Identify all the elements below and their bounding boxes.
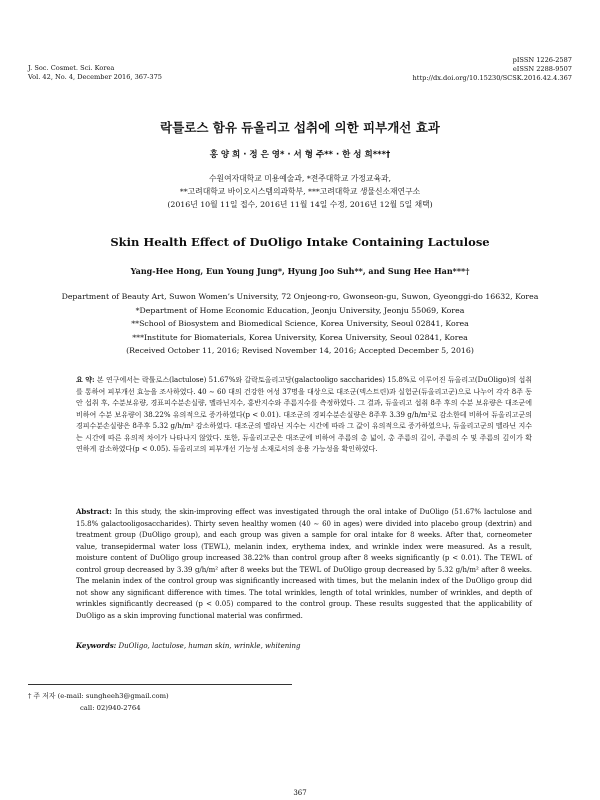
korean-affil-2: **고려대학교 바이오시스템의과학부, ***고려대학교 생물신소재연구소 [179, 187, 421, 196]
english-abstract-text: In this study, the skin-improving effect was investigated through the oral intake of DuOligo (51.67% lactulose and 15.8% galactooligosaccharides). Thirty seven healthy women (40 ∼ 60 in ages) were divided into placebo group (dextrin) and treatment group (DuOligo group), and each group was given a sample for oral intake for 8 weeks. After that, corneometer value, transepidermal water loss (TEWL), melanin index, erythema index, and wrinkle index were measured. As a result, moisture content of DuOligo group increased 38.22% than control group after 8 weeks significantly (p < 0.01). The TEWL of control group decreased by 3.39 g/h/m² after 8 weeks but the TEWL of DuOligo group decreased by 5.32 g/h/m² after 8 weeks. The melanin index of the control group was significantly increased with times, but the melanin index of the DuOligo group did not show any significant difference with times. The total wrinkles, length of total wrinkles, number of wrinkles, and depth of wrinkles significantly decreased (p < 0.05) compared to the control group. These results suggested that the applicability of DuOligo as a skin improving functional material was confirmed. [76, 508, 532, 620]
issn-block [413, 56, 572, 83]
footnote-divider [28, 684, 292, 685]
korean-dates: (2016년 10월 11일 접수, 2016년 11월 14일 수정, 2016년 12월 5일 채택) [167, 200, 433, 209]
footnote [28, 690, 169, 714]
footnote-corresponding-author: † 주 저자 (e-mail: sungheeh3@gmail.com) [28, 692, 169, 700]
korean-title: 락틀로스 함유 듀올리고 섭취에 의한 피부개선 효과 [160, 120, 440, 135]
footnote-phone: call: 02)940-2764 [80, 704, 141, 712]
eissn: eISSN 2288-9507 [512, 65, 572, 73]
pissn: pISSN 1226-2587 [512, 56, 572, 64]
keywords-label: Keywords: [76, 641, 117, 650]
english-title: Skin Health Effect of DuOligo Intake Containing Lactulose [110, 235, 490, 249]
english-abstract-label: Abstract: [76, 507, 112, 516]
english-affil-4: ***Institute for Biomaterials, Korea University, Korea University, Seoul 02841, Korea [132, 332, 468, 342]
keywords [76, 641, 300, 650]
korean-abstract [76, 374, 532, 456]
korean-affiliations [0, 172, 600, 211]
korean-abstract-text: 본 연구에서는 락툴로스(lactulose) 51.67%와 갈락토올리고당(galactooligo saccharides) 15.8%로 이루어진 듀올리고(DuOligo)의 섭취를 통하여 피부개선 효능을 조사하였다. 40 ∼ 60 대의 건강한 여성 37명을 대상으로 대조군(덱스트린)과 실험군(듀올리고군)으로 나누어 각각 8주 동안 섭취 후, 수분보유량, 경표피수분손실량, 멜라닌지수, 홍반지수와 주름지수를 측정하였다. 그 결과, 듀올리고 섭취 8주 후의 수분 보유량은 대조군에 비하여 수분 보유량이 38.22% 유의적으로 증가하였다(p < 0.01). 대조군의 경피수분손실량은 8주후 3.39 g/h/m²로 감소한데 비하여 듀올리고군의 경피수분손실량은 8주후 5.32 g/h/m² 감소하였다. 대조군의 멜라닌 지수는 시간에 따라 그 값이 유의적으로 증가하였으나, 듀올리고군의 멜라닌 지수는 시간에 따른 유의적 차이가 나타나지 않았다. 또한, 듀올리고군은 대조군에 비하여 주름의 총 넓이, 총 주름의 길이, 주름의 수 및 주름의 깊이가 확연하게 감소하였다(p < 0.05). 듀올리고의 피부개선 기능성 소재로서의 응용 가능성을 확인하였다. [76, 376, 532, 453]
keywords-text: DuOligo, lactulose, human skin, wrinkle, whitening [118, 642, 301, 650]
english-affil-1: Department of Beauty Art, Suwon Women’s University, 72 Onjeong-ro, Gwonseon-gu, Suwon, Gyeonggi-do 16632, Korea [61, 292, 539, 301]
journal-name: J. Soc. Cosmet. Sci. Korea [28, 64, 115, 72]
english-affil-3: **School of Biosystem and Biomedical Science, Korea University, Seoul 02841, Korea [131, 319, 469, 328]
korean-affil-1: 수원여자대학교 미용예술과, *전주대학교 가정교육과, [209, 174, 391, 183]
journal-volume: Vol. 42, No. 4, December 2016, 367-375 [28, 73, 162, 81]
english-abstract [76, 506, 532, 622]
english-affil-2: *Department of Home Economic Education, Jeonju University, Jeonju 55069, Korea [135, 305, 465, 315]
page-number: 367 [293, 789, 307, 797]
english-affiliations [0, 290, 600, 358]
doi-link[interactable]: http://dx.doi.org/10.15230/SCSK.2016.42.4.367 [412, 74, 572, 82]
english-dates: (Received October 11, 2016; Revised November 14, 2016; Accepted December 5, 2016) [126, 346, 474, 355]
korean-authors: 홍 양 희 · 정 은 영* · 서 형 주** · 한 성 희***† [209, 150, 391, 160]
english-authors: Yang-Hee Hong, Eun Young Jung*, Hyung Joo Suh**, and Sung Hee Han***† [130, 266, 470, 276]
journal-header [28, 64, 162, 82]
korean-abstract-label: 요 약: [76, 375, 95, 384]
